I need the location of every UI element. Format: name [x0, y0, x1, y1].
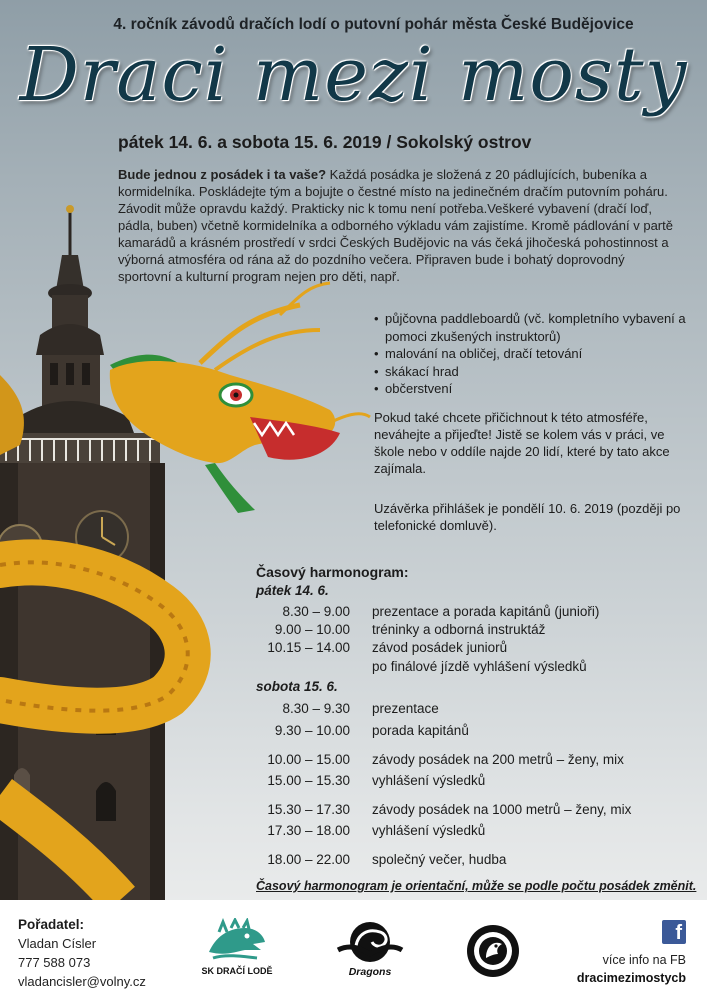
fb-handle-link[interactable]: dracimezimostycb: [576, 971, 686, 985]
organizer-phone[interactable]: 777 588 073: [18, 955, 91, 970]
list-item: • skákací hrad: [374, 363, 694, 381]
schedule-time: 18.00 – 22.00: [267, 852, 350, 867]
schedule-time: 15.30 – 17.30: [267, 802, 350, 817]
schedule-time: 17.30 – 18.00: [267, 823, 350, 838]
schedule-time: 9.30 – 10.00: [274, 723, 350, 738]
program-list: [374, 310, 694, 398]
list-item: • malování na obličej, dračí tetování: [374, 345, 694, 363]
schedule-friday: [256, 603, 696, 677]
logo-sk-draci-lode-text: SK DRAČÍ LODĚ: [201, 966, 273, 976]
schedule-activity: závod posádek juniorů: [372, 640, 508, 655]
schedule-activity: porada kapitánů: [372, 723, 469, 738]
dragon-head-logo: [205, 918, 269, 962]
schedule-activity: tréninky a odborná instruktáž: [372, 622, 546, 637]
organizer-label: Pořadatel:: [18, 917, 85, 932]
organizer-email[interactable]: vladancisler@volny.cz: [18, 974, 146, 989]
schedule-time: 10.15 – 14.00: [267, 640, 350, 655]
schedule-activity: závody posádek na 1000 metrů – ženy, mix: [372, 802, 632, 817]
list-item: • půjčovna paddleboardů (vč. kompletního vybavení a pomoci zkušených instruktorů): [374, 310, 694, 345]
logo-dragons-text: Dragons: [348, 966, 392, 978]
event-subtitle: 4. ročník závodů dračích lodí o putovní pohár města České Budějovice: [113, 16, 634, 33]
schedule-day-friday: pátek 14. 6.: [256, 583, 329, 598]
dragons-logo: [334, 920, 406, 966]
organizer-name: Vladan Císler: [18, 936, 97, 951]
schedule-time: 8.30 – 9.00: [282, 604, 350, 619]
schedule-activity: závody posádek na 200 metrů – ženy, mix: [372, 752, 624, 767]
event-title: Draci mezi mosty: [19, 32, 688, 118]
facebook-icon[interactable]: f: [662, 920, 686, 944]
schedule-day-saturday: sobota 15. 6.: [256, 679, 338, 694]
schedule-time: 9.00 – 10.00: [274, 622, 350, 637]
schedule-activity: vyhlášení výsledků: [372, 823, 486, 838]
schedule-activity: prezentace a porada kapitánů (junioři): [372, 604, 600, 619]
schedule-title: Časový harmonogram:: [256, 564, 409, 580]
invite-paragraph: Pokud také chcete přičichnout k této atmosféře, neváhejte a přijeďte! Jistě se kolem vás v práci, ve škole nebo v oddíle najde 20 lidí, které by tato akce zajímala.: [374, 410, 670, 476]
intro-text: Každá posádka je složená z 20 pádlujících, bubeníka a kormidelníka. Poskládejte tým a bojujte o čestné místo na jedinečném dračím putovním poháru. Závodit může opravdu každý. Prakticky nic k tomu není potřeba.Veškeré vybavení (dračí loď, pádla, buben) včetně kormidelníka a odborného výkladu vám zajistíme. Kromě pádlování v partě kamarádů a krásném prostředí v srdci Českých Budějovic na vás čeká jihočeská pohostinnost a výborná atmosféra od rána až do pozdního večera. Připraven bude i bohatý doprovodný sportovní a kulturní program nejen pro děti, např.: [118, 167, 673, 284]
schedule-activity: společný večer, hudba: [372, 852, 507, 867]
schedule-activity: vyhlášení výsledků: [372, 773, 486, 788]
schedule-activity: po finálové jízdě vyhlášení výsledků: [372, 659, 587, 674]
schedule-note: Časový harmonogram je orientační, může se podle počtu posádek změnit.: [256, 879, 697, 893]
schedule-time: 15.00 – 15.30: [267, 773, 350, 788]
schedule-time: 8.30 – 9.30: [282, 701, 350, 716]
schedule-saturday: [256, 700, 696, 870]
schedule-time: 10.00 – 15.00: [267, 752, 350, 767]
intro-paragraph: [118, 166, 678, 285]
deadline-paragraph: Uzávěrka přihlášek je pondělí 10. 6. 2019 (později po telefonické domluvě).: [374, 501, 681, 533]
fb-info-label: více info na FB: [602, 953, 686, 967]
intro-lead: Bude jednou z posádek i ta vaše?: [118, 167, 327, 182]
event-date-location: pátek 14. 6. a sobota 15. 6. 2019 / Sokolský ostrov: [118, 132, 532, 152]
schedule-activity: prezentace: [372, 701, 439, 716]
list-item: • občerstvení: [374, 380, 694, 398]
dragon-seal-logo: [466, 924, 520, 978]
